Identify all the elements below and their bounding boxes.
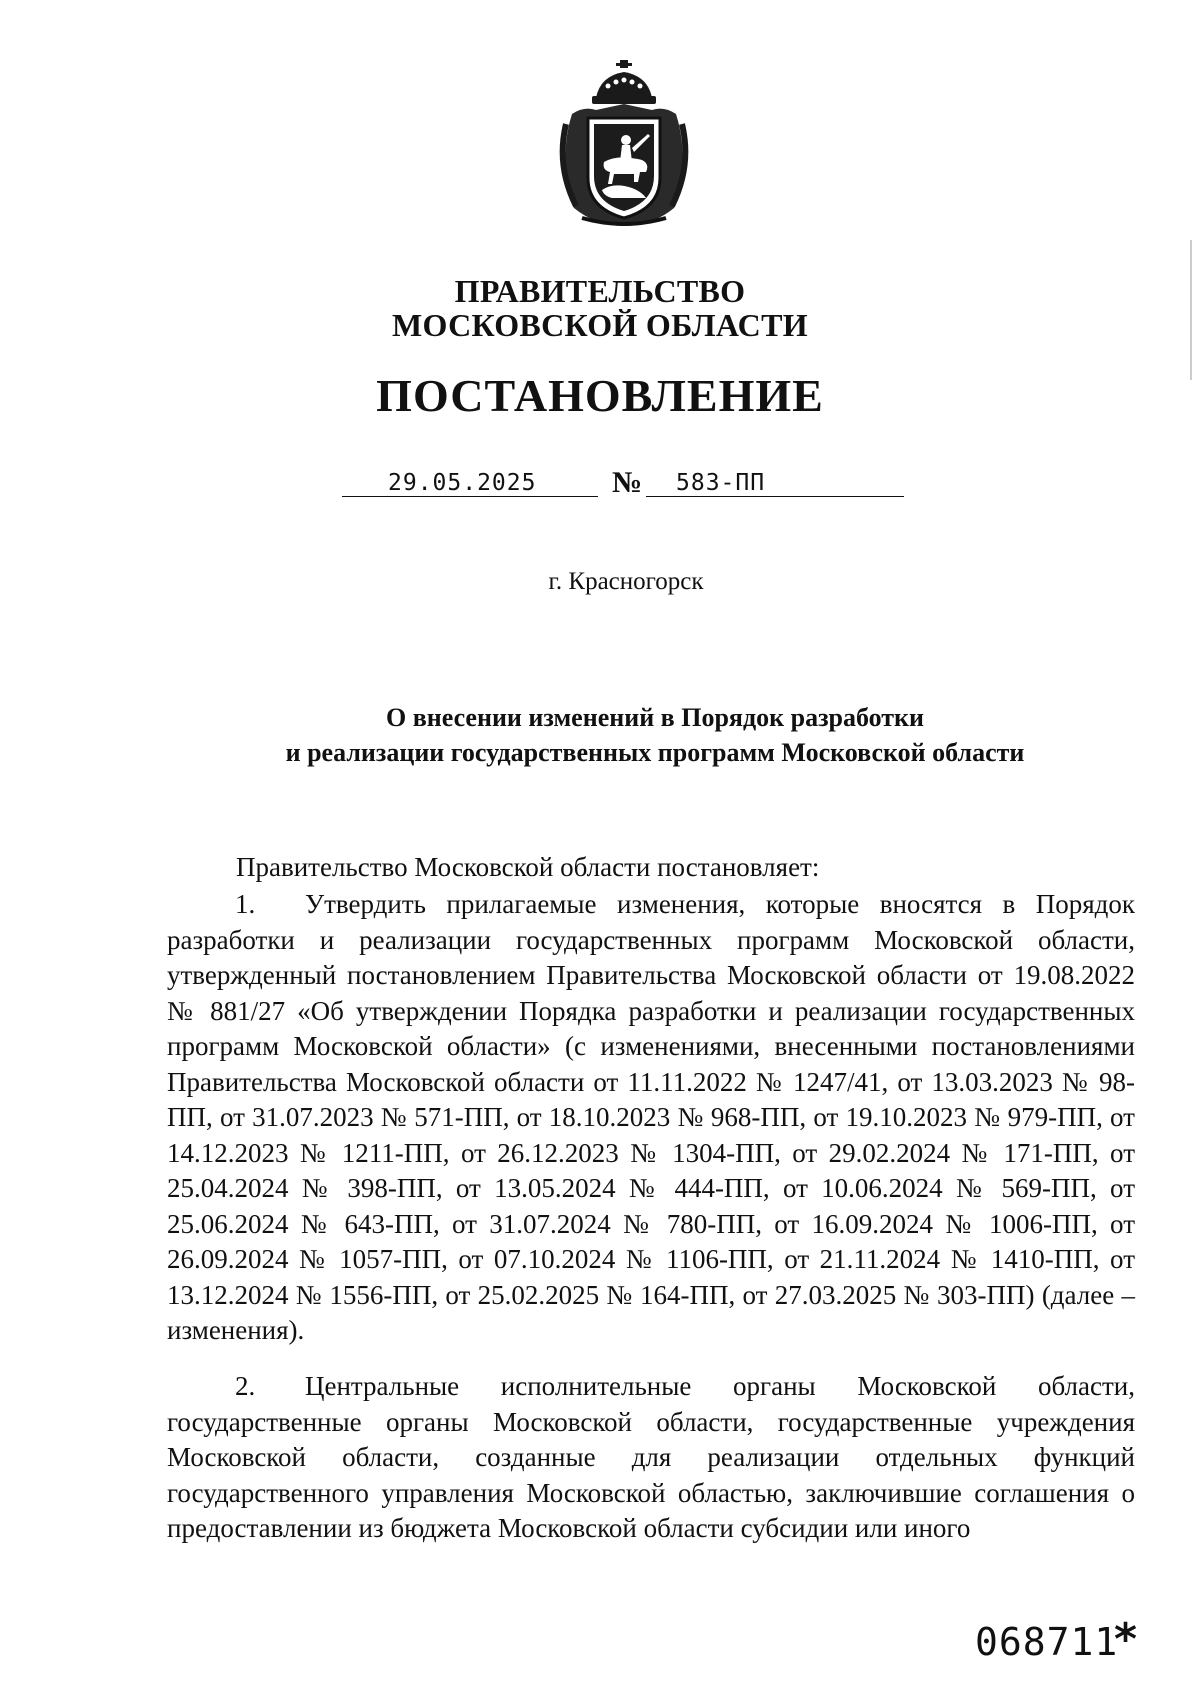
body-paragraph-1 <box>167 887 1135 1349</box>
number-sign: № <box>612 466 643 499</box>
document-subject <box>0 700 1200 770</box>
date-underline <box>342 496 598 497</box>
body-intro: Правительство Московской области постановляет: <box>236 852 820 882</box>
paragraph-number: 1. <box>235 889 256 919</box>
organization-name-line1: ПРАВИТЕЛЬСТВО <box>454 273 746 309</box>
paragraph-text: Центральные исполнительные органы Московской области, государственные органы Московской области, государственные учреждения Московской области, созданные для реализации отдельных функций государственного управления Московской областью, заключившие соглашения о предоставлении из бюджета Московской области субсидии или иного <box>167 1371 1135 1543</box>
document-type-title: ПОСТАНОВЛЕНИЕ <box>376 370 824 421</box>
scan-edge-mark <box>1190 240 1192 380</box>
document-number: 583-ПП <box>676 470 766 496</box>
paragraph-number: 2. <box>235 1371 256 1401</box>
paragraph-text: Утвердить прилагаемые изменения, которые вносятся в Порядок разработки и реализации государственных программ Московской области, утвержденный постановлением Правительства Московской области от 19.08.2022 № 881/27 «Об утверждении Порядка разработки и реализации государственных программ Московской области» (с изменениями, внесенными постановлениями Правительства Московской области от 11.11.2022 № 1247/41, от 13.03.2023 № 98-ПП, от 31.07.2023 № 571-ПП, от 18.10.2023 № 968-ПП, от 19.10.2023 № 979-ПП, от 14.12.2023 № 1211-ПП, от 26.12.2023 № 1304-ПП, от 29.02.2024 № 171-ПП, от 25.04.2024 № 398-ПП, от 13.05.2024 № 444-ПП, от 10.06.2024 № 569-ПП, от 25.06.2024 № 643-ПП, от 31.07.2024 № 780-ПП, от 16.09.2024 № 1006-ПП, от 26.09.2024 № 1057-ПП, от 07.10.2024 № 1106-ПП, от 21.11.2024 № 1410-ПП, от 13.12.2024 № 1556-ПП, от 25.02.2025 № 164-ПП, от 27.03.2025 № 303-ПП) (далее – изменения). <box>167 889 1135 1345</box>
issue-city: г. Красногорск <box>548 568 704 595</box>
subject-line1: О внесении изменений в Порядок разработки <box>385 703 925 732</box>
serial-number: 068711 <box>975 1620 1119 1664</box>
organization-name-line2: МОСКОВСКОЙ ОБЛАСТИ <box>392 307 808 343</box>
document-date: 29.05.2025 <box>388 470 537 496</box>
body-paragraph-2 <box>167 1369 1135 1547</box>
number-underline <box>646 496 904 497</box>
serial-star-mark: * <box>1114 1614 1138 1665</box>
subject-line2: и реализации государственных программ Московской области <box>285 738 1025 767</box>
moscow-oblast-coat-of-arms-icon <box>552 58 696 228</box>
